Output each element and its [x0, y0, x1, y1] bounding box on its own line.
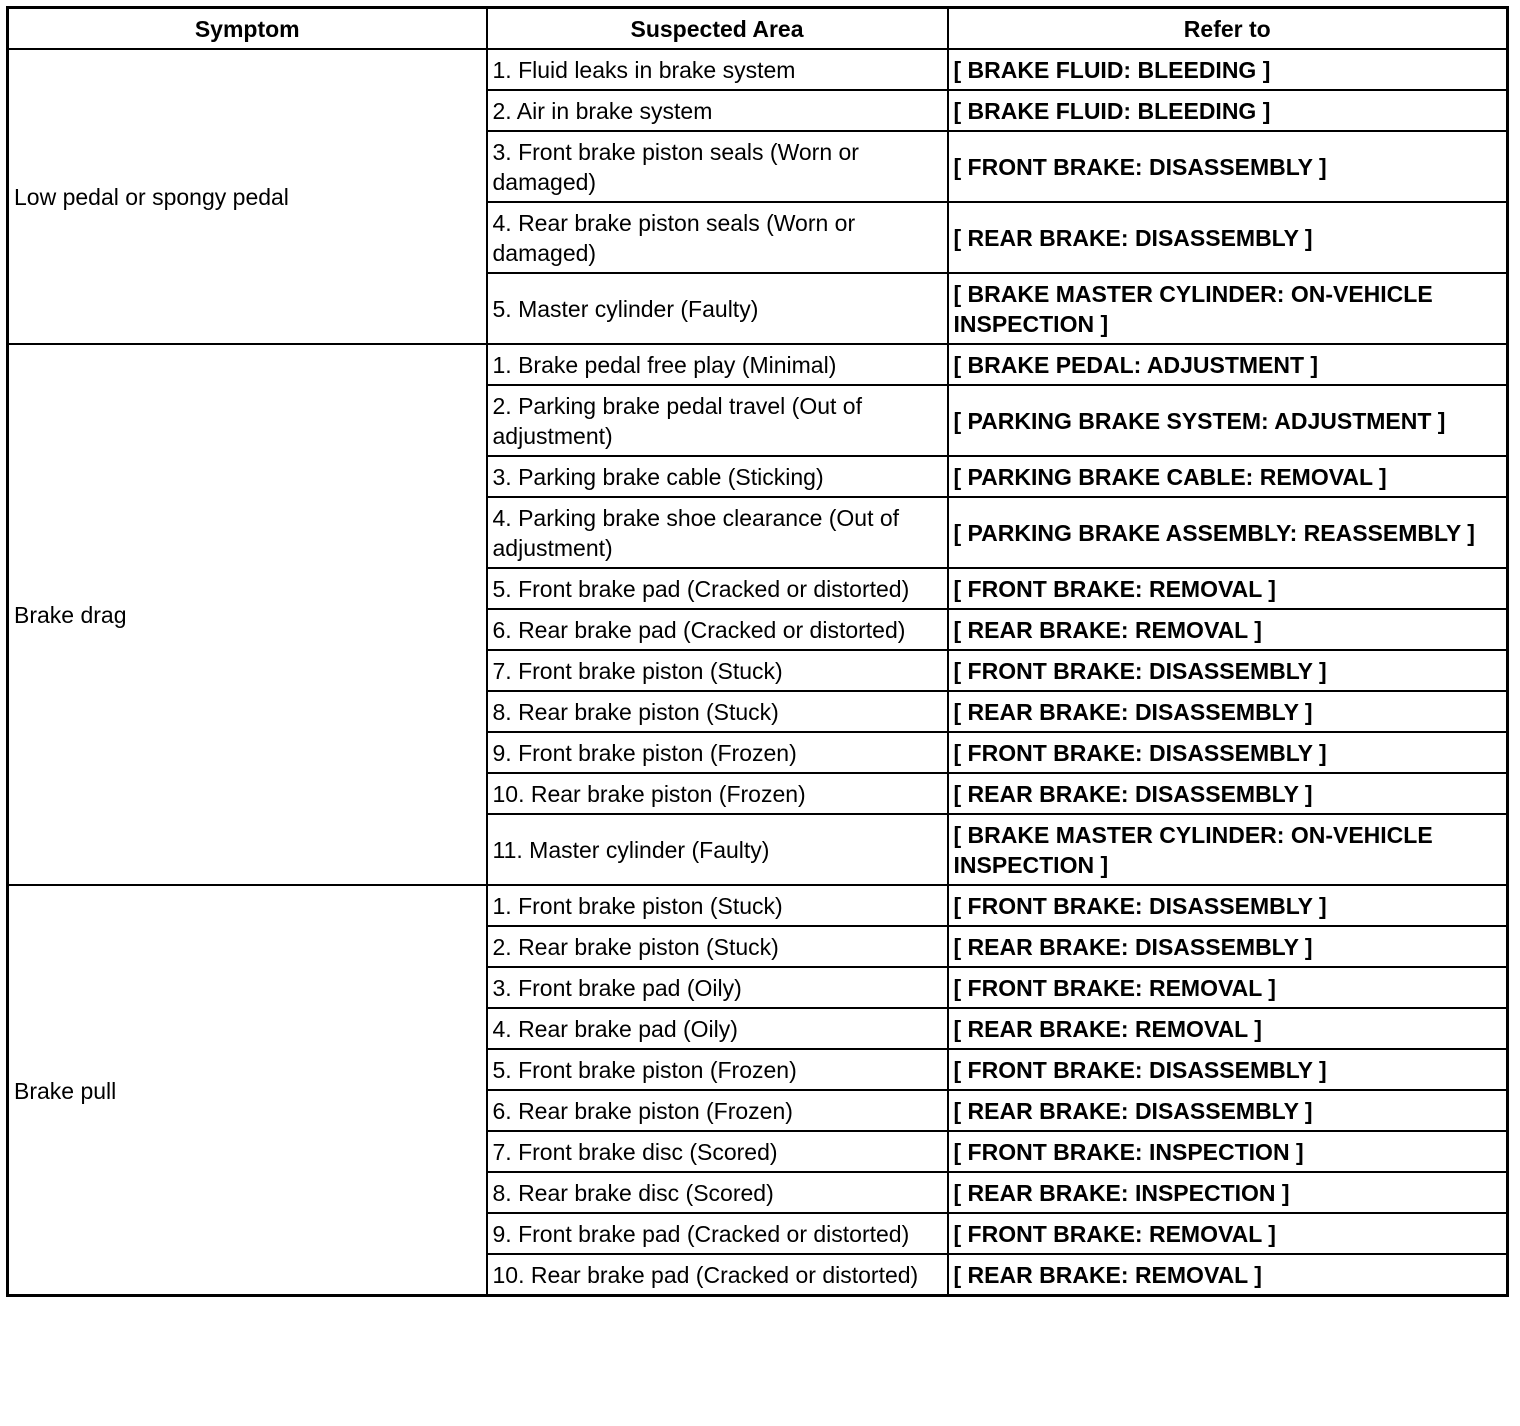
refer-to-cell: [ BRAKE FLUID: BLEEDING ] — [948, 49, 1508, 90]
table-row — [8, 885, 1508, 926]
suspected-area-cell: 1. Brake pedal free play (Minimal) — [487, 344, 948, 385]
refer-to-cell: [ BRAKE FLUID: BLEEDING ] — [948, 90, 1508, 131]
refer-to-cell: [ REAR BRAKE: REMOVAL ] — [948, 1008, 1508, 1049]
symptom-cell: Low pedal or spongy pedal — [8, 49, 487, 344]
suspected-area-cell: 10. Rear brake pad (Cracked or distorted) — [487, 1254, 948, 1296]
suspected-area-cell: 8. Rear brake disc (Scored) — [487, 1172, 948, 1213]
refer-to-cell: [ BRAKE MASTER CYLINDER: ON-VEHICLE INSPECTION ] — [948, 814, 1508, 885]
suspected-area-cell: 2. Parking brake pedal travel (Out of adjustment) — [487, 385, 948, 456]
symptom-cell: Brake drag — [8, 344, 487, 885]
refer-to-cell: [ PARKING BRAKE SYSTEM: ADJUSTMENT ] — [948, 385, 1508, 456]
refer-to-cell: [ REAR BRAKE: DISASSEMBLY ] — [948, 691, 1508, 732]
refer-to-cell: [ PARKING BRAKE CABLE: REMOVAL ] — [948, 456, 1508, 497]
suspected-area-cell: 6. Rear brake pad (Cracked or distorted) — [487, 609, 948, 650]
suspected-area-cell: 3. Front brake piston seals (Worn or damaged) — [487, 131, 948, 202]
suspected-area-cell: 9. Front brake pad (Cracked or distorted) — [487, 1213, 948, 1254]
refer-to-cell: [ FRONT BRAKE: DISASSEMBLY ] — [948, 131, 1508, 202]
refer-to-cell: [ REAR BRAKE: DISASSEMBLY ] — [948, 1090, 1508, 1131]
suspected-area-cell: 11. Master cylinder (Faulty) — [487, 814, 948, 885]
table-row — [8, 49, 1508, 90]
refer-to-cell: [ FRONT BRAKE: DISASSEMBLY ] — [948, 885, 1508, 926]
header-refer-to: Refer to — [948, 8, 1508, 50]
symptom-cell: Brake pull — [8, 885, 487, 1296]
refer-to-cell: [ REAR BRAKE: REMOVAL ] — [948, 609, 1508, 650]
suspected-area-cell: 7. Front brake piston (Stuck) — [487, 650, 948, 691]
refer-to-cell: [ REAR BRAKE: DISASSEMBLY ] — [948, 773, 1508, 814]
header-row — [8, 8, 1508, 50]
suspected-area-cell: 5. Master cylinder (Faulty) — [487, 273, 948, 344]
refer-to-cell: [ REAR BRAKE: REMOVAL ] — [948, 1254, 1508, 1296]
suspected-area-cell: 2. Rear brake piston (Stuck) — [487, 926, 948, 967]
refer-to-cell: [ BRAKE PEDAL: ADJUSTMENT ] — [948, 344, 1508, 385]
refer-to-cell: [ FRONT BRAKE: DISASSEMBLY ] — [948, 732, 1508, 773]
refer-to-cell: [ REAR BRAKE: DISASSEMBLY ] — [948, 926, 1508, 967]
suspected-area-cell: 10. Rear brake piston (Frozen) — [487, 773, 948, 814]
suspected-area-cell: 4. Rear brake pad (Oily) — [487, 1008, 948, 1049]
suspected-area-cell: 5. Front brake pad (Cracked or distorted) — [487, 568, 948, 609]
suspected-area-cell: 4. Parking brake shoe clearance (Out of adjustment) — [487, 497, 948, 568]
brake-troubleshooting-table — [6, 6, 1509, 1297]
refer-to-cell: [ BRAKE MASTER CYLINDER: ON-VEHICLE INSPECTION ] — [948, 273, 1508, 344]
refer-to-cell: [ FRONT BRAKE: INSPECTION ] — [948, 1131, 1508, 1172]
suspected-area-cell: 5. Front brake piston (Frozen) — [487, 1049, 948, 1090]
suspected-area-cell: 1. Front brake piston (Stuck) — [487, 885, 948, 926]
refer-to-cell: [ FRONT BRAKE: REMOVAL ] — [948, 967, 1508, 1008]
refer-to-cell: [ REAR BRAKE: DISASSEMBLY ] — [948, 202, 1508, 273]
suspected-area-cell: 4. Rear brake piston seals (Worn or damaged) — [487, 202, 948, 273]
header-symptom: Symptom — [8, 8, 487, 50]
suspected-area-cell: 1. Fluid leaks in brake system — [487, 49, 948, 90]
suspected-area-cell: 7. Front brake disc (Scored) — [487, 1131, 948, 1172]
refer-to-cell: [ FRONT BRAKE: REMOVAL ] — [948, 568, 1508, 609]
refer-to-cell: [ FRONT BRAKE: REMOVAL ] — [948, 1213, 1508, 1254]
refer-to-cell: [ FRONT BRAKE: DISASSEMBLY ] — [948, 1049, 1508, 1090]
header-suspected-area: Suspected Area — [487, 8, 948, 50]
suspected-area-cell: 3. Front brake pad (Oily) — [487, 967, 948, 1008]
suspected-area-cell: 8. Rear brake piston (Stuck) — [487, 691, 948, 732]
refer-to-cell: [ REAR BRAKE: INSPECTION ] — [948, 1172, 1508, 1213]
suspected-area-cell: 9. Front brake piston (Frozen) — [487, 732, 948, 773]
table-body — [8, 49, 1508, 1296]
suspected-area-cell: 2. Air in brake system — [487, 90, 948, 131]
refer-to-cell: [ FRONT BRAKE: DISASSEMBLY ] — [948, 650, 1508, 691]
table-row — [8, 344, 1508, 385]
refer-to-cell: [ PARKING BRAKE ASSEMBLY: REASSEMBLY ] — [948, 497, 1508, 568]
suspected-area-cell: 3. Parking brake cable (Sticking) — [487, 456, 948, 497]
suspected-area-cell: 6. Rear brake piston (Frozen) — [487, 1090, 948, 1131]
